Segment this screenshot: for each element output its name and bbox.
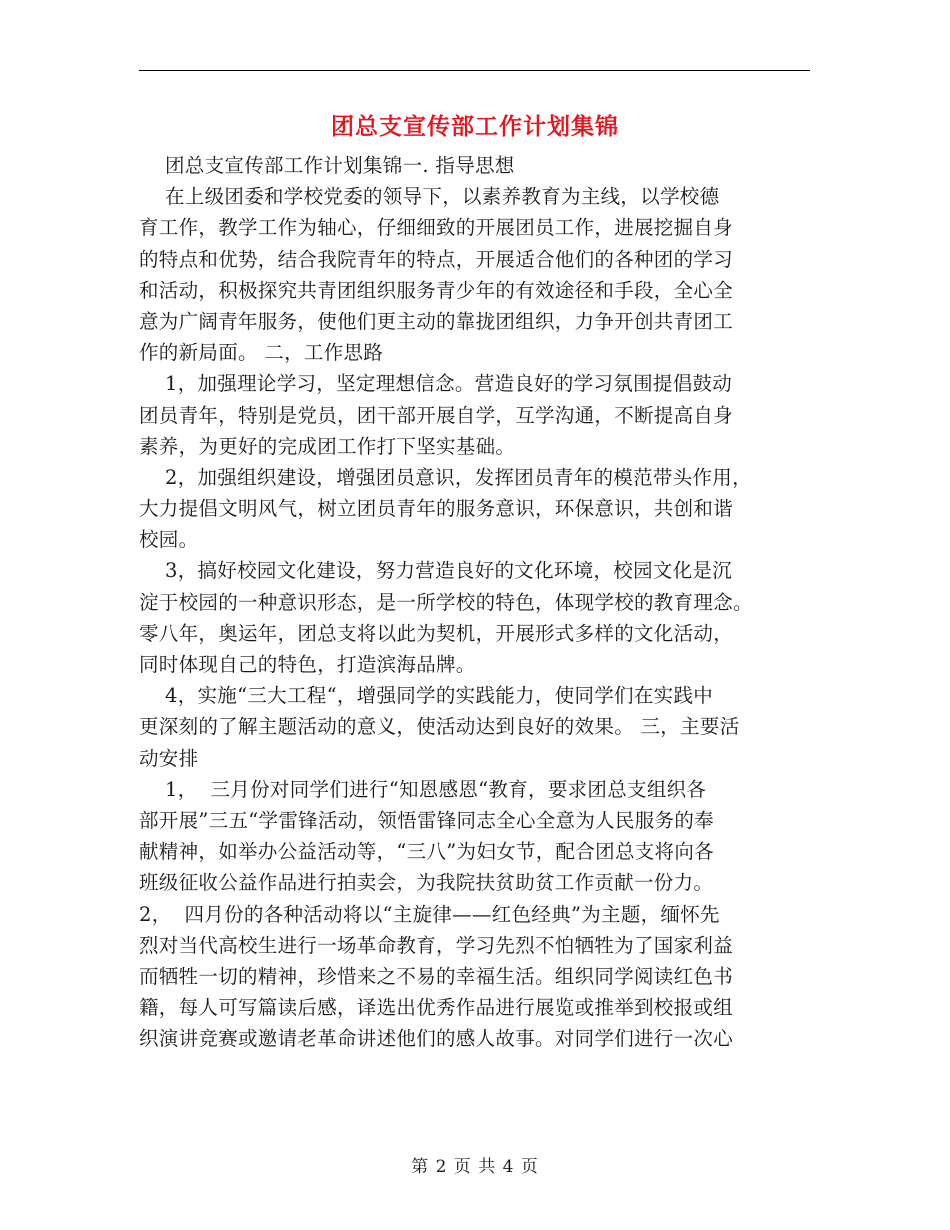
text-line: 同时体现自己的特色，打造滨海品牌。 xyxy=(139,653,476,676)
header-rule xyxy=(139,70,810,71)
text-line: 1，加强理论学习，坚定理想信念。营造良好的学习氛围提倡鼓动 xyxy=(139,372,733,396)
text-line: 1， 三月份对同学们进行“知恩感恩“教育，要求团总支组织各 xyxy=(139,777,707,801)
text-line: 更深刻的了解主题活动的意义，使活动达到良好的效果。 三，主要活 xyxy=(139,715,740,739)
text-line: 动安排 xyxy=(139,746,199,770)
text-line: 素养，为更好的完成团工作打下坚实基础。 xyxy=(139,434,516,458)
text-line: 意为广阔青年服务，使他们更主动的靠拢团组织，力争开创共青团工 xyxy=(139,309,734,333)
text-line: 烈对当代高校生进行一场革命教育，学习先烈不怕牺牲为了国家利益 xyxy=(139,933,734,957)
text-line: 2，加强组织建设，增强团员意识，发挥团员青年的模范带头作用， xyxy=(139,465,752,489)
text-line: 作的新局面。 二，工作思路 xyxy=(139,341,384,365)
document-body xyxy=(139,150,819,1054)
text-line: 织演讲竞赛或邀请老革命讲述他们的感人故事。对同学们进行一次心 xyxy=(139,1027,734,1051)
text-line: 2， 四月份的各种活动将以“主旋律——红色经典”为主题，缅怀先 xyxy=(139,902,720,926)
text-line: 献精神，如举办公益活动等，“三八”为妇女节，配合团总支将向各 xyxy=(139,840,714,864)
text-line: 育工作，教学工作为轴心，仔细细致的开展团员工作，进展挖掘自身 xyxy=(139,216,734,240)
text-line: 淀于校园的一种意识形态，是一所学校的特色，体现学校的教育理念。 xyxy=(139,590,753,614)
text-line: 和活动，积极探究共青团组织服务青少年的有效途径和手段，全心全 xyxy=(139,278,734,302)
text-line: 部开展”三五“学雷锋活动，领悟雷锋同志全心全意为人民服务的奉 xyxy=(139,808,714,832)
text-line: 零八年，奥运年，团总支将以此为契机，开展形式多样的文化活动， xyxy=(139,621,734,645)
text-line: 3，搞好校园文化建设，努力营造良好的文化环境，校园文化是沉 xyxy=(139,559,733,583)
text-line: 在上级团委和学校党委的领导下，以素养教育为主线，以学校德 xyxy=(139,185,720,209)
text-line: 大力提倡文明风气，树立团员青年的服务意识，环保意识，共创和谐 xyxy=(139,497,734,521)
text-line: 团员青年，特别是党员，团干部开展自学，互学沟通，不断提高自身 xyxy=(139,403,734,427)
text-line: 校园。 xyxy=(139,528,199,552)
text-line: 4，实施“三大工程“，增强同学的实践能力，使同学们在实践中 xyxy=(139,684,714,708)
text-line: 的特点和优势，结合我院青年的特点，开展适合他们的各种团的学习 xyxy=(139,247,734,271)
text-line: 班级征收公益作品进行拍卖会，为我院扶贫助贫工作贡献一份力。 xyxy=(139,871,714,895)
text-line: 团总支宣传部工作计划集锦一. 指导思想 xyxy=(139,154,515,177)
document-title: 团总支宣传部工作计划集锦 xyxy=(331,113,619,140)
page-footer: 第 2 页 共 4 页 xyxy=(411,1157,539,1177)
text-line: 而牺牲一切的精神，珍惜来之不易的幸福生活。组织同学阅读红色书 xyxy=(139,964,734,988)
text-line: 籍，每人可写篇读后感，译选出优秀作品进行展览或推举到校报或组 xyxy=(139,996,734,1020)
